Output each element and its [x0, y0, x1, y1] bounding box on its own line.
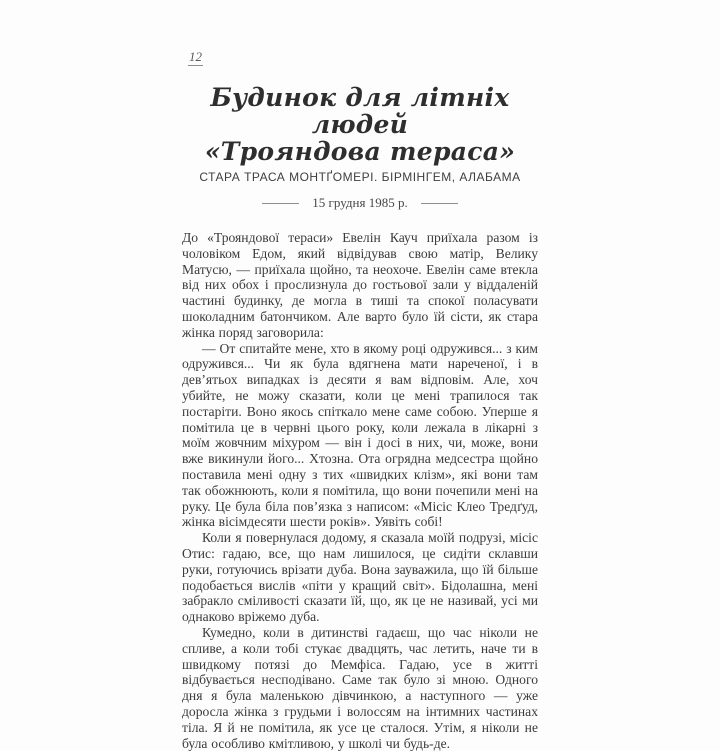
chapter-title: [182, 84, 538, 165]
page-number: 12: [189, 49, 202, 64]
page-number-row: [182, 48, 538, 66]
date-rule-right: [421, 203, 458, 204]
date-text: 15 грудня 1985 р.: [312, 195, 408, 210]
chapter-title-line1: Будинок для літніх людей: [210, 83, 510, 139]
dateline: [182, 195, 538, 211]
date-rule-left: [262, 203, 299, 204]
chapter-title-line2: «Трояндова тераса»: [204, 137, 516, 166]
body-text: [182, 230, 538, 751]
paragraph-time-flies: Кумедно, коли в дитинстві гадаєш, що час ніколи не спливе, а коли тобі стукає двадцять, час летить, наче ти в швидкому потязі до Мемфіса. Гадаю, усе в житті відбувається несподівано. Саме так було зі мною. Одного дня я була маленькою дівчинкою, а наступного — уже доросла жінка з грудьми і волоссям на інтимних частинах тіла. Я й не помітила, як усе це сталося. Утім, я ніколи не була особливо кмітливою, у школі чи будь-де.: [182, 624, 538, 751]
paragraph-dialogue: — От спитайте мене, хто в якому році одружився... з ким одружився... Чи як була вдягнена мати нареченої, і в дев’ятьох випадках із десяти я вам відповім. Але, хоч убийте, не можу сказати, коли це мені трапилося так постаріти. Воно якось спіткало мене саме собою. Уперше я помітила це в червні цього року, коли лежала в лікарні з моїм жовчним міхуром — він і досі в них, чи, може, вони вже викинули його... Хтозна. Ота огрядна медсестра щойно поставила мені одну з тих «швидких клізм», які вони там так обожнюють, коли я помітила, що вони почепили мені на руку. Це була біла пов’язка з написом: «Місіс Клео Тредґуд, жінка вісімдесяти шести років». Уявіть собі!: [182, 340, 538, 530]
paragraph-intro: До «Трояндової тераси» Евелін Кауч приїхала разом із чоловіком Едом, який відвідував свою матір, Велику Матусю, — приїхала щойно, та неохоче. Евелін саме втекла від них обох і прослизнула до гостьової зали у віддаленій частині будинку, де могла в тиші та спокої поласувати шоколадним батончиком. Але варто було їй сісти, як стара жінка поряд заговорила:: [182, 230, 538, 340]
text-column: [182, 0, 538, 751]
chapter-subtitle: СТАРА ТРАСА МОНТҐОМЕРІ. БІРМІНГЕМ, АЛАБАМА: [199, 170, 521, 184]
paragraph-mrs-otis: Коли я повернулася додому, я сказала моїй подрузі, місіс Отис: гадаю, все, що нам лишилося, це сидіти склавши руки, готуючись врізати дуба. Вона зауважила, що їй більше подобається вислів «піти у кращий світ». Бідолашна, мені забракло сміливості сказати їй, що, як це не називай, усі ми однаково вріжемо дуба.: [182, 530, 538, 625]
